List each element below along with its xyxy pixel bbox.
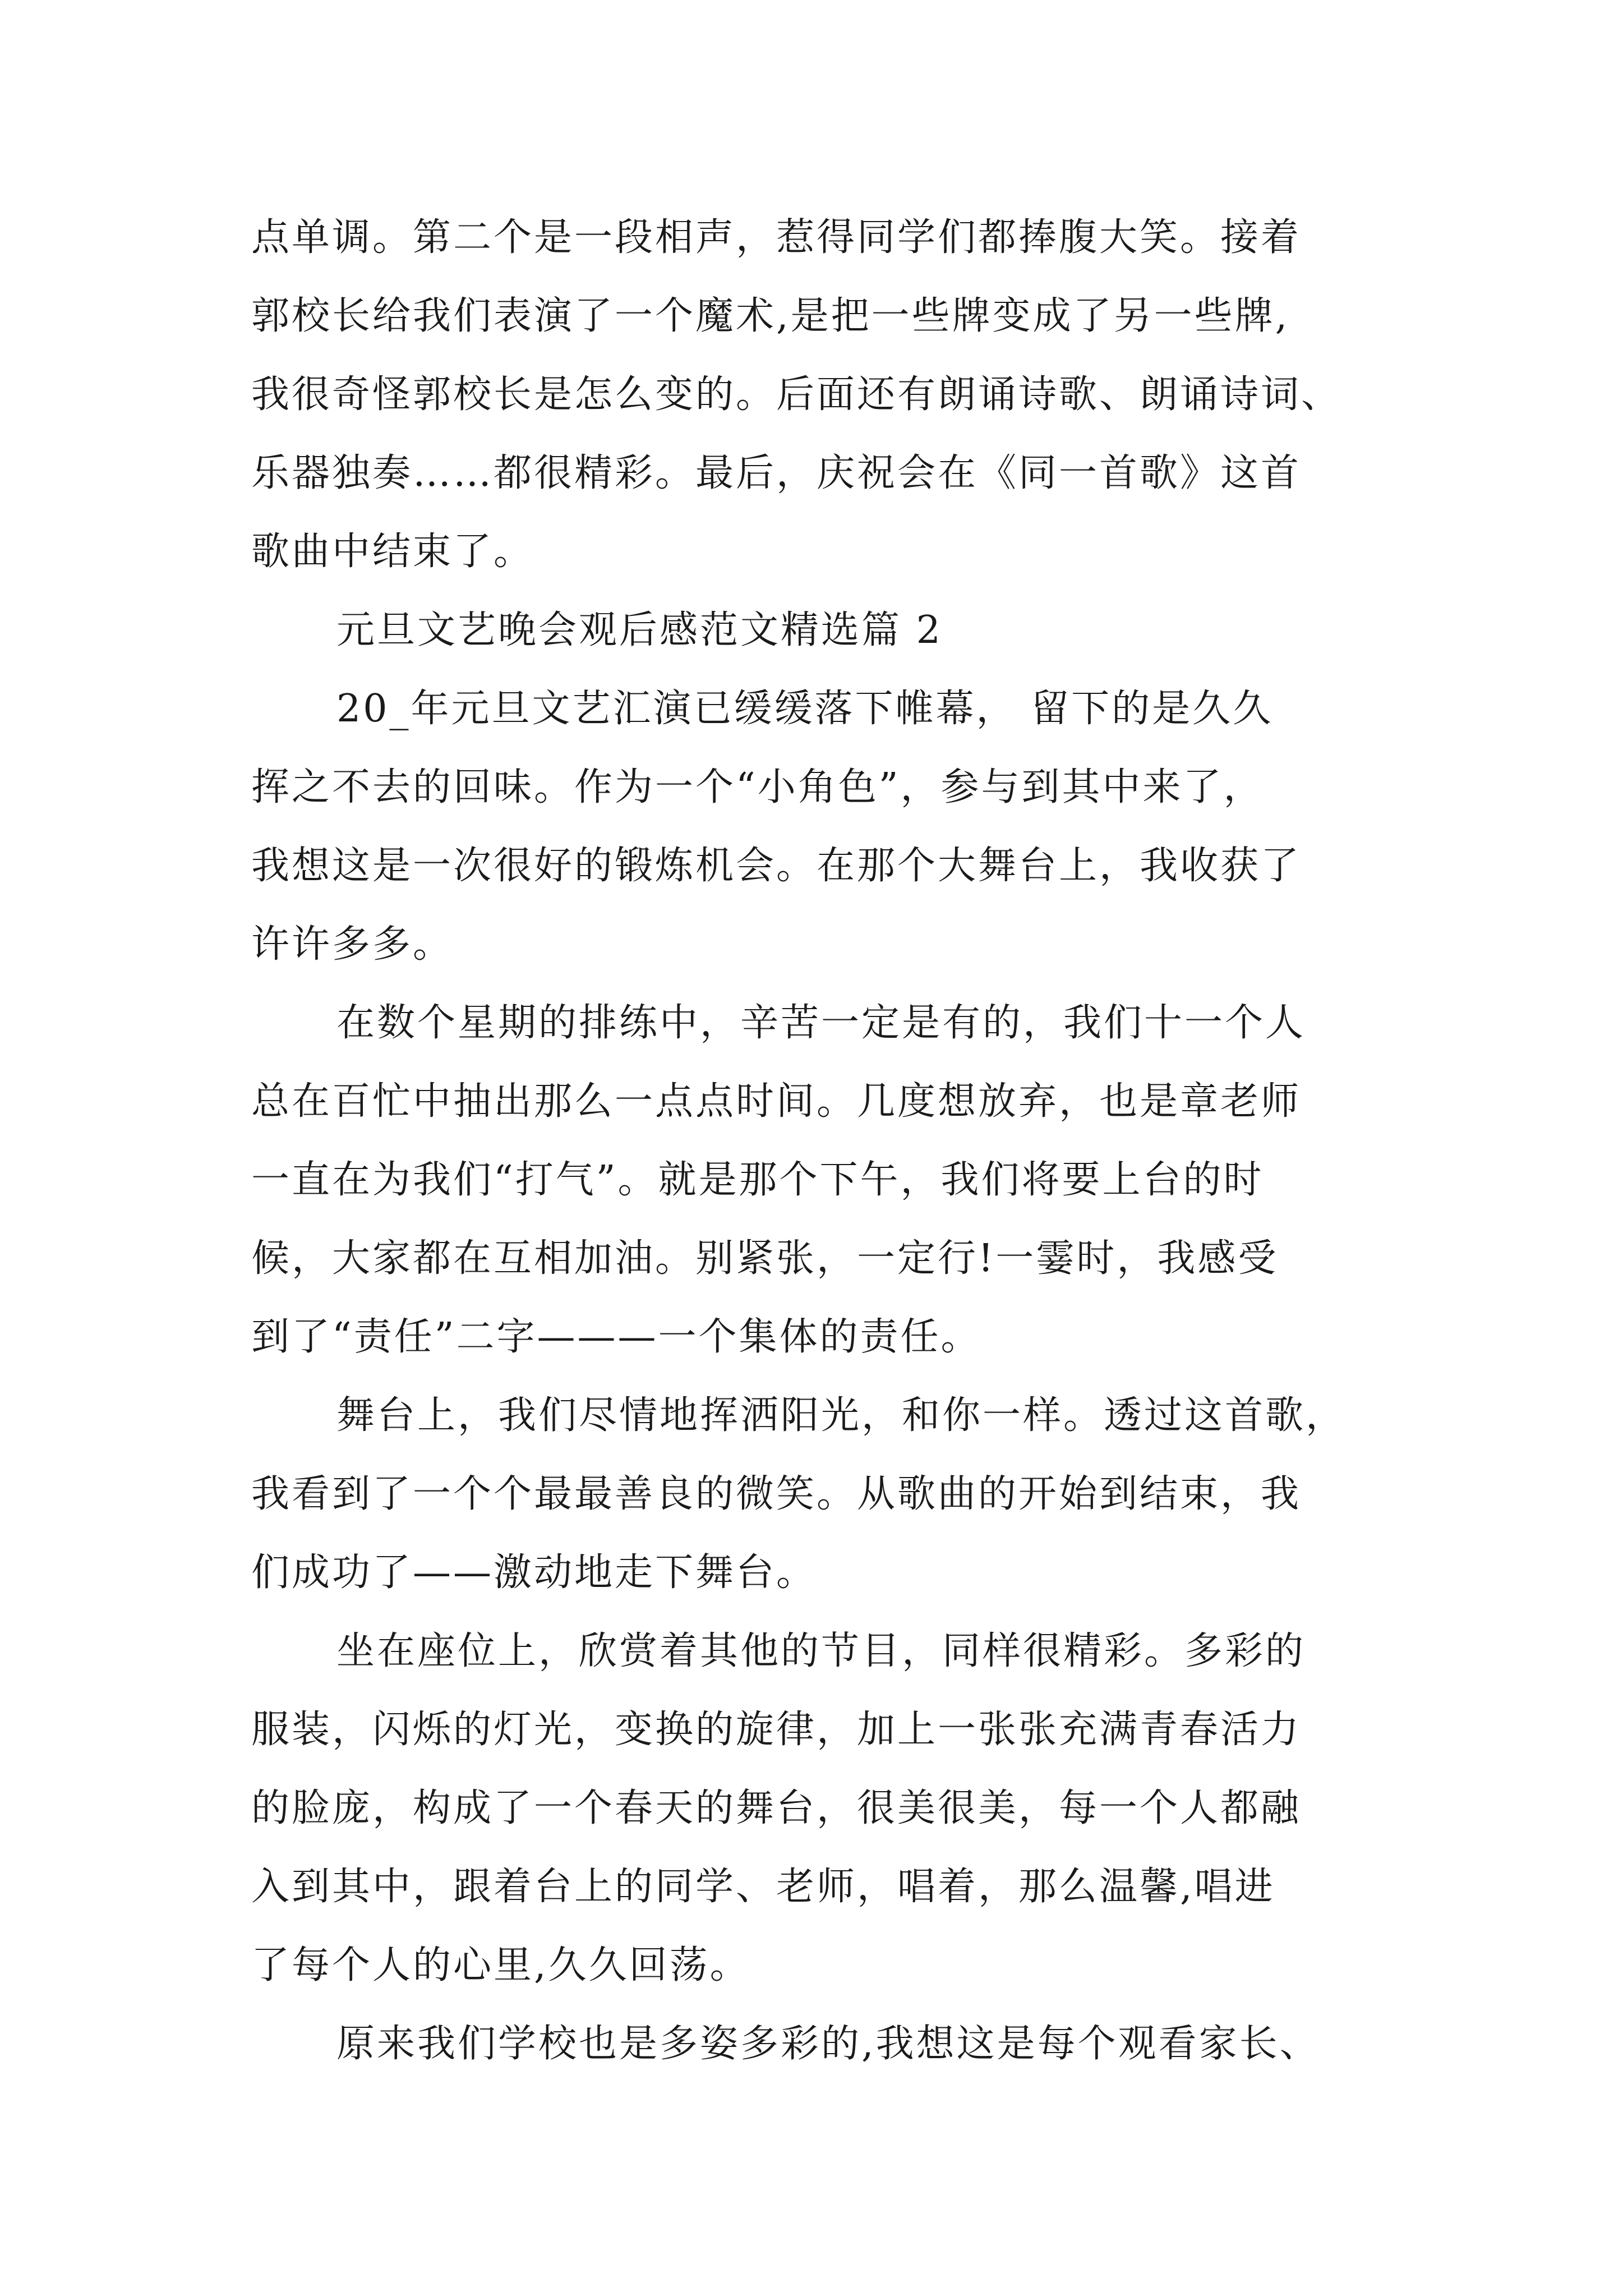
text-line: 点单调。第二个是一段相声，惹得同学们都捧腹大笑。接着	[251, 215, 1302, 260]
section-heading: 元旦文艺晚会观后感范文精选篇 2	[336, 608, 943, 652]
text-line: 坐在座位上，欣赏着其他的节目，同样很精彩。多彩的	[336, 1629, 1306, 1673]
text-line: 我看到了一个个最最善良的微笑。从歌曲的开始到结束，我	[251, 1472, 1302, 1516]
text-line: 原来我们学校也是多姿多彩的,我想这是每个观看家长、	[336, 2022, 1320, 2066]
text-line: 总在百忙中抽出那么一点点时间。几度想放弃，也是章老师	[251, 1079, 1302, 1124]
text-line: 歌曲中结束了。	[251, 530, 534, 574]
text-line: 乐器独奏……都很精彩。最后，庆祝会在《同一首歌》这首	[251, 451, 1302, 495]
text-line: 入到其中，跟着台上的同学、老师，唱着，那么温馨,唱进	[251, 1865, 1275, 1909]
text-line: 到了“责任”二字———一个集体的责任。	[251, 1315, 981, 1359]
text-line: 许许多多。	[251, 922, 454, 967]
text-line: 20_年元旦文艺汇演已缓缓落下帷幕， 留下的是久久	[336, 687, 1274, 731]
text-line: 舞台上，我们尽情地挥洒阳光，和你一样。透过这首歌，	[336, 1393, 1347, 1438]
text-line: 在数个星期的排练中，辛苦一定是有的，我们十一个人	[336, 1001, 1306, 1045]
text-line: 了每个人的心里,久久回荡。	[251, 1943, 750, 1987]
text-line: 我很奇怪郭校长是怎么变的。后面还有朗诵诗歌、朗诵诗词、	[251, 372, 1342, 417]
text-line: 挥之不去的回味。作为一个“小角色”，参与到其中来了，	[251, 765, 1264, 809]
text-line: 们成功了——激动地走下舞台。	[251, 1550, 817, 1595]
text-line: 服装，闪烁的灯光，变换的旋律，加上一张张充满青春活力	[251, 1708, 1302, 1752]
text-line: 郭校长给我们表演了一个魔术,是把一些牌变成了另一些牌,	[251, 294, 1290, 338]
text-line: 候，大家都在互相加油。别紧张，一定行!一霎时，我感受	[251, 1236, 1279, 1281]
text-line: 一直在为我们“打气”。就是那个下午，我们将要上台的时	[251, 1158, 1264, 1202]
text-line: 的脸庞，构成了一个春天的舞台，很美很美，每一个人都融	[251, 1786, 1302, 1830]
text-line: 我想这是一次很好的锻炼机会。在那个大舞台上，我收获了	[251, 844, 1302, 888]
